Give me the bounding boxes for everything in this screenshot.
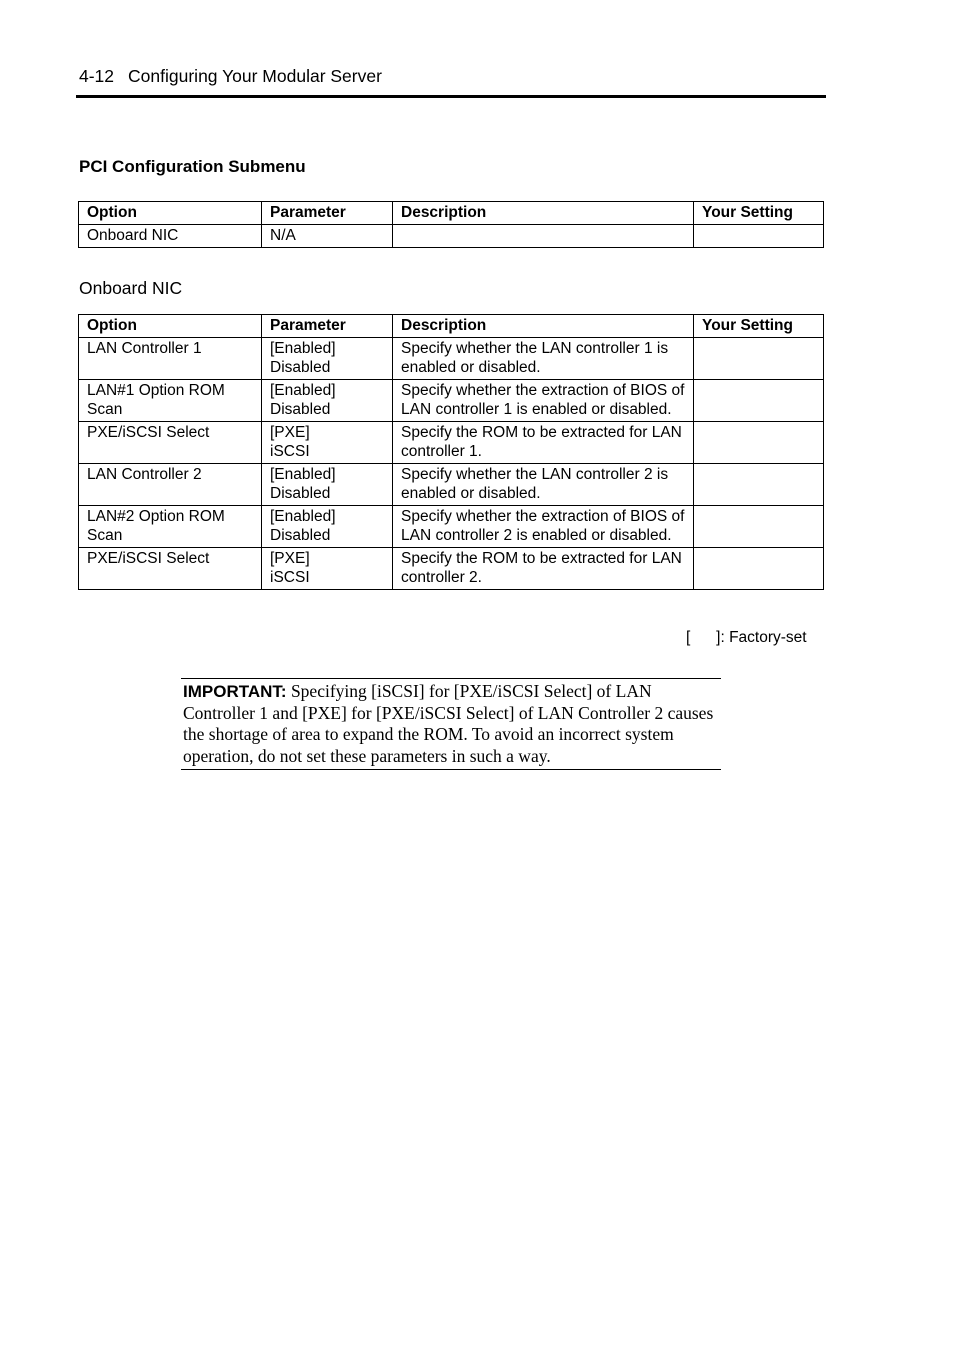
cell-your-setting xyxy=(694,225,824,248)
table-row xyxy=(79,422,824,464)
parameter-default: [Enabled] xyxy=(270,508,336,525)
important-label: IMPORTANT: xyxy=(183,682,287,701)
subsection-title: Onboard NIC xyxy=(79,278,183,298)
cell-option xyxy=(79,506,262,548)
option-line: Scan xyxy=(87,401,123,418)
cell-parameter xyxy=(262,464,393,506)
cell-your-setting xyxy=(694,380,824,422)
parameter-default: [Enabled] xyxy=(270,466,336,483)
cell-option xyxy=(79,464,262,506)
option-line: LAN#1 Option ROM xyxy=(87,382,225,399)
cell-parameter xyxy=(262,422,393,464)
column-header-your-setting: Your Setting xyxy=(694,315,824,338)
cell-description: Specify whether the extraction of BIOS of LAN controller 2 is enabled or disabled. xyxy=(393,506,694,548)
parameter-alternative: Disabled xyxy=(270,359,331,376)
parameter-default: [PXE] xyxy=(270,550,310,567)
cell-parameter xyxy=(262,506,393,548)
parameter-default: [Enabled] xyxy=(270,340,336,357)
column-header-parameter: Parameter xyxy=(262,202,393,225)
important-text: Specifying [iSCSI] for [PXE/iSCSI Select] of LAN Controller 1 and [PXE] for [PXE/iSCSI Select] of LAN Controller 2 causes the shortage of area to expand the ROM. To avoid an incorrect system operation, do not set these parameters in such a way. xyxy=(183,681,714,766)
chapter-title: Configuring Your Modular Server xyxy=(128,66,382,86)
factory-set-note: [ ]: Factory-set xyxy=(686,629,807,646)
cell-description: Specify the ROM to be extracted for LAN controller 1. xyxy=(393,422,694,464)
header-rule xyxy=(76,95,826,98)
column-header-your-setting: Your Setting xyxy=(694,202,824,225)
cell-your-setting xyxy=(694,422,824,464)
parameter-alternative: Disabled xyxy=(270,401,331,418)
pci-configuration-table xyxy=(78,201,824,248)
parameter-default: [PXE] xyxy=(270,424,310,441)
cell-description xyxy=(393,225,694,248)
page-number: 4-12 xyxy=(79,66,115,86)
table-header-row xyxy=(79,315,824,338)
page-header xyxy=(79,66,382,87)
cell-description: Specify whether the LAN controller 1 is enabled or disabled. xyxy=(393,338,694,380)
cell-option: Onboard NIC xyxy=(79,225,262,248)
column-header-option: Option xyxy=(79,315,262,338)
option-line: LAN Controller 1 xyxy=(87,340,202,357)
option-line: PXE/iSCSI Select xyxy=(87,424,210,441)
column-header-description: Description xyxy=(393,315,694,338)
table-row xyxy=(79,548,824,590)
column-header-option: Option xyxy=(79,202,262,225)
parameter-alternative: Disabled xyxy=(270,527,331,544)
table-row xyxy=(79,506,824,548)
onboard-nic-table xyxy=(78,314,824,590)
table-row xyxy=(79,338,824,380)
cell-option xyxy=(79,338,262,380)
option-line: PXE/iSCSI Select xyxy=(87,550,210,567)
section-title: PCI Configuration Submenu xyxy=(79,157,306,176)
table-row xyxy=(79,464,824,506)
cell-parameter xyxy=(262,380,393,422)
cell-your-setting xyxy=(694,548,824,590)
cell-description: Specify whether the LAN controller 2 is enabled or disabled. xyxy=(393,464,694,506)
cell-description: Specify whether the extraction of BIOS of LAN controller 1 is enabled or disabled. xyxy=(393,380,694,422)
option-line: Scan xyxy=(87,527,123,544)
parameter-alternative: iSCSI xyxy=(270,443,310,460)
cell-parameter xyxy=(262,338,393,380)
cell-parameter xyxy=(262,548,393,590)
cell-option xyxy=(79,548,262,590)
option-line: LAN Controller 2 xyxy=(87,466,202,483)
parameter-default: [Enabled] xyxy=(270,382,336,399)
cell-your-setting xyxy=(694,506,824,548)
parameter-alternative: Disabled xyxy=(270,485,331,502)
parameter-alternative: iSCSI xyxy=(270,569,310,586)
cell-parameter: N/A xyxy=(262,225,393,248)
cell-your-setting xyxy=(694,338,824,380)
table-row xyxy=(79,380,824,422)
cell-option xyxy=(79,422,262,464)
table-header-row xyxy=(79,202,824,225)
option-line: LAN#2 Option ROM xyxy=(87,508,225,525)
column-header-parameter: Parameter xyxy=(262,315,393,338)
cell-option xyxy=(79,380,262,422)
cell-description: Specify the ROM to be extracted for LAN controller 2. xyxy=(393,548,694,590)
cell-your-setting xyxy=(694,464,824,506)
column-header-description: Description xyxy=(393,202,694,225)
important-note xyxy=(181,678,721,770)
table-row xyxy=(79,225,824,248)
